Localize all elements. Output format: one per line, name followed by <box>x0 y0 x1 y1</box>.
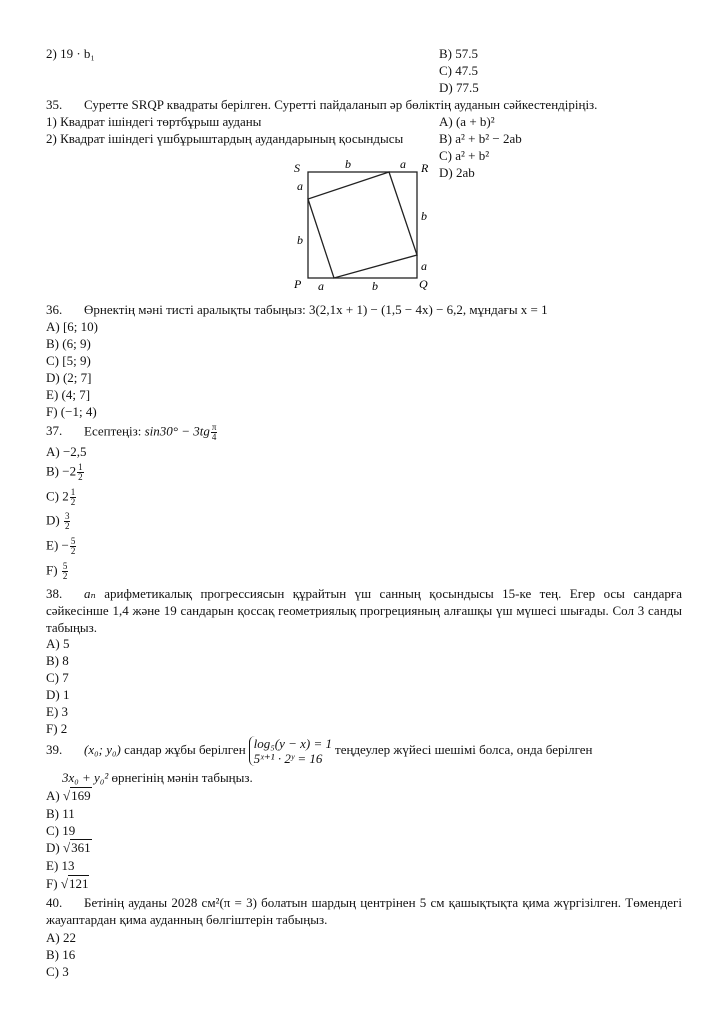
question-36 <box>46 302 548 318</box>
q38-option-d: D) 1 <box>46 687 70 702</box>
q37-option-e: E) − $\frac{5}{2}$ <box>46 536 76 556</box>
prev-item-2: 2) 19 · b₁ <box>46 46 95 61</box>
q38-option-b: B) 8 <box>46 653 69 668</box>
prev-option-d: D) 77.5 <box>439 80 479 95</box>
q39-option-c: C) 19 <box>46 823 76 838</box>
q37-option-d: D) $\frac{3}{2}$ <box>46 511 70 531</box>
question-38 <box>46 585 682 636</box>
q35-item-2: 2) Квадрат ішіндегі үшбұрыштардың аудандарының қосындысы <box>46 131 404 146</box>
q36-option-e: E) (4; 7] <box>46 387 91 402</box>
q39-option-d: D) √361 <box>46 840 91 855</box>
q36-option-b: B) (6; 9) <box>46 336 91 351</box>
question-text: Есептеңіз: <box>84 423 145 439</box>
q38-option-f: F) 2 <box>46 721 68 736</box>
q40-option-c: C) 3 <box>46 964 69 979</box>
label-p: P <box>294 277 302 290</box>
q38-option-a: A) 5 <box>46 636 70 651</box>
q39-option-f: F) √121 <box>46 876 89 891</box>
prev-option-c: C) 47.5 <box>439 63 478 78</box>
q37-expression: sin30° − 3tg <box>144 423 210 439</box>
question-number: 40. <box>46 895 63 910</box>
q37-option-b: B) −2 $\frac{1}{2}$ <box>46 462 83 482</box>
q38-option-c: C) 7 <box>46 670 69 685</box>
question-39 <box>46 736 593 766</box>
label-right-b: b <box>421 209 427 223</box>
label-bottom-a: a <box>318 279 324 290</box>
question-number: 37. <box>46 423 63 439</box>
q37-fraction: $\frac{\pi}{4}$ <box>211 422 217 442</box>
label-top-b: b <box>345 157 351 171</box>
q37-option-f: F) $\frac{5}{2}$ <box>46 561 68 581</box>
label-top-a: a <box>400 157 406 171</box>
q39-option-a: A) √169 <box>46 788 91 803</box>
q39-text-b: теңдеулер жүйесі шешімі болса, онда берілген <box>335 741 593 757</box>
prev-option-b: B) 57.5 <box>439 46 478 61</box>
question-text: арифметикалық прогрессиясын құрайтын үш санның қосындысы 15-ке тең. Егер осы сандарға сәйкесінше 1,4 және 19 сандарын қоссақ геометриялық прогрецияның алғашқы үш мүшесі шығады. Сол 3 санды табыңыз. <box>46 586 682 635</box>
q39-option-e: E) 13 <box>46 858 75 873</box>
question-number: 39. <box>46 741 63 757</box>
question-40 <box>46 894 682 928</box>
q39-line-2 <box>62 770 253 786</box>
inner-quadrilateral <box>308 172 417 278</box>
question-number: 36. <box>46 302 63 317</box>
q35-option-c: C) a² + b² <box>439 148 490 163</box>
q37-option-c: C) 2 $\frac{1}{2}$ <box>46 487 76 507</box>
label-r: R <box>421 161 429 175</box>
square-srqp-figure <box>290 156 440 290</box>
label-left-b: b <box>297 233 303 247</box>
outer-square <box>308 172 417 278</box>
question-number: 38. <box>46 586 63 601</box>
q38-variable: aₙ <box>84 586 96 601</box>
q39-text-c: өрнегінің мәнін табыңыз. <box>111 770 253 785</box>
label-q: Q <box>419 277 428 290</box>
q39-pair: (x₀; y₀) <box>84 741 121 757</box>
q39-option-b: B) 11 <box>46 806 75 821</box>
label-bottom-b: b <box>372 279 378 290</box>
label-s: S <box>294 161 300 175</box>
q36-option-d: D) (2; 7] <box>46 370 92 385</box>
q35-item-1: 1) Квадрат ішіндегі төртбұрыш ауданы <box>46 114 262 129</box>
question-35 <box>46 97 597 113</box>
q35-option-d: D) 2ab <box>439 165 475 180</box>
q36-option-f: F) (−1; 4) <box>46 404 97 419</box>
label-left-a: a <box>297 179 303 193</box>
question-text: Өрнектің мәні тисті аралықты табыңыз: 3(2,1x + 1) − (1,5 − 4x) − 6,2, мұндағы x = 1 <box>84 302 548 317</box>
q39-expression: 3x₀ + y₀² <box>62 770 109 785</box>
q39-equation-system: log₅(y − x) = 1 5ˣ⁺¹ · 2ʸ = 16 <box>249 736 332 766</box>
label-right-a: a <box>421 259 427 273</box>
q37-option-a: A) −2,5 <box>46 444 87 459</box>
q38-option-e: E) 3 <box>46 704 69 719</box>
q40-option-b: B) 16 <box>46 947 76 962</box>
q36-option-c: C) [5; 9) <box>46 353 91 368</box>
q35-option-b: B) a² + b² − 2ab <box>439 131 522 146</box>
q36-option-a: A) [6; 10) <box>46 319 98 334</box>
question-text: Суретте SRQP квадраты берілген. Суретті пайдаланып әр бөліктің ауданын сәйкестендіріңіз. <box>84 97 598 112</box>
question-37 <box>46 423 218 442</box>
q40-option-a: A) 22 <box>46 930 76 945</box>
question-number: 35. <box>46 97 63 112</box>
q39-text-a: сандар жұбы берілген <box>124 741 246 757</box>
q35-option-a: A) (a + b)² <box>439 114 495 129</box>
question-text: Бетінің ауданы 2028 см²(π = 3) болатын шардың центрінен 5 см қашықтықта қима жүргізілген. Төмендегі жауаптардан қима ауданның бөлгіштерін табыңыз. <box>46 895 682 927</box>
